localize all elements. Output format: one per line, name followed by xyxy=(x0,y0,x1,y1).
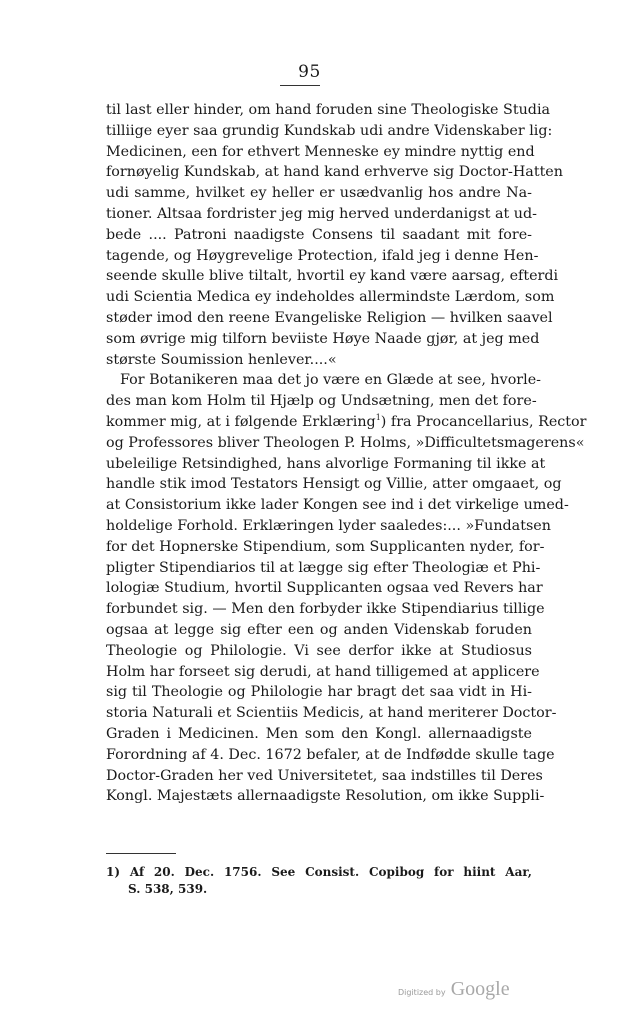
text-line: seende skulle blive tiltalt, hvortil ey kand være aarsag, efterdi xyxy=(106,268,559,285)
digitized-by-google-watermark xyxy=(398,978,510,1001)
watermark-prefix: Digitized by xyxy=(398,988,446,997)
text-line: Medicinen, een for ethvert Menneske ey mindre nyttig end xyxy=(106,143,535,160)
text-line: at Consistorium ikke lader Kongen see ind i det virkelige umed- xyxy=(106,497,569,514)
text-line: fornøyelig Kundskab, at hand kand erhverve sig Doctor-Hatten xyxy=(106,164,563,181)
text-line: sig til Theologie og Philologie har bragt det saa vidt in Hi- xyxy=(106,684,532,701)
text-line: og Professores bliver Theologen P. Holms, »Difficultetsmagerens« xyxy=(106,434,585,451)
text-line: holdelige Forhold. Erklæringen lyder saaledes:... »Fundatsen xyxy=(106,517,551,534)
text-line-end: ) fra Procancellarius, Rector xyxy=(380,413,587,430)
text-line: Graden i Medicinen. Men som den Kongl. allernaadigste xyxy=(106,725,532,742)
text-line: For Botanikeren maa det jo være en Glæde at see, hvorle- xyxy=(120,372,542,389)
footnote-line xyxy=(106,864,532,881)
text-line: Kongl. Majestæts allernaadigste Resolution, om ikke Suppli- xyxy=(106,788,545,805)
text-line: til last eller hinder, om hand foruden sine Theologiske Studia xyxy=(106,102,551,118)
text-line: bede .... Patroni naadigste Consens til saadant mit fore- xyxy=(106,226,532,243)
text-line: pligter Stipendiarios til at lægge sig efter Theologiæ et Phi- xyxy=(106,559,541,576)
text-line: som øvrige mig tilforn beviiste Høye Naade gjør, at jeg med xyxy=(106,330,540,347)
text-line: lologiæ Studium, hvortil Supplicanten ogsaa ved Revers har xyxy=(106,580,543,597)
text-line-start: kommer mig, at i følgende Erklæring xyxy=(106,413,376,430)
footnote-line: S. 538, 539. xyxy=(128,882,208,896)
page-number: 95 xyxy=(298,62,321,82)
footnote-text: Af 20. Dec. 1756. See Consist. Copibog for hiint Aar, xyxy=(129,865,532,879)
text-line: Holm har forseet sig derudi, at hand tilligemed at applicere xyxy=(106,663,540,680)
text-line: tioner. Altsaa fordrister jeg mig herved underdanigst at ud- xyxy=(106,205,537,222)
text-line: største Soumission henlever....« xyxy=(106,351,337,368)
text-line: ogsaa at legge sig efter een og anden Videnskab foruden xyxy=(106,621,532,638)
footnotes xyxy=(106,864,532,898)
body-text xyxy=(106,100,587,807)
text-line: handle stik imod Testators Hensigt og Villie, atter omgaaet, og xyxy=(106,476,562,493)
text-line: tagende, og Høygrevelige Protection, ifald jeg i denne Hen- xyxy=(106,247,539,264)
google-logo: Google xyxy=(450,978,510,1000)
footnote-rule xyxy=(106,853,176,854)
footnote-reference: 1 xyxy=(375,413,381,423)
text-line: tilliige eyer saa grundig Kundskab udi andre Videnskaber lig: xyxy=(106,122,553,139)
text-line: ubeleilige Retsindighed, hans alvorlige Formaning til ikke at xyxy=(106,455,546,472)
text-line: storia Naturali et Scientiis Medicis, at hand meriterer Doctor- xyxy=(106,705,557,722)
text-line: forbundet sig. — Men den forbyder ikke Stipendiarius tillige xyxy=(106,601,545,618)
text-line: udi samme, hvilket ey heller er usædvanlig hos andre Na- xyxy=(106,185,532,202)
text-line: støder imod den reene Evangeliske Religion — hvilken saavel xyxy=(106,309,553,326)
text-line: Theologie og Philologie. Vi see derfor ikke at Studiosus xyxy=(106,642,532,659)
text-line-with-footnote xyxy=(106,412,587,433)
text-line: Doctor-Graden her ved Universitetet, saa indstilles til Deres xyxy=(106,767,543,784)
footnote-marker: 1) xyxy=(106,865,121,879)
text-line: des man kom Holm til Hjælp og Undsætning, men det fore- xyxy=(106,393,537,410)
text-line: Forordning af 4. Dec. 1672 befaler, at de Indfødde skulle tage xyxy=(106,746,555,763)
text-line: for det Hopnerske Stipendium, som Supplicanten nyder, for- xyxy=(106,538,545,555)
page-number-rule xyxy=(280,85,320,86)
text-line: udi Scientia Medica ey indeholdes allermindste Lærdom, som xyxy=(106,289,555,306)
